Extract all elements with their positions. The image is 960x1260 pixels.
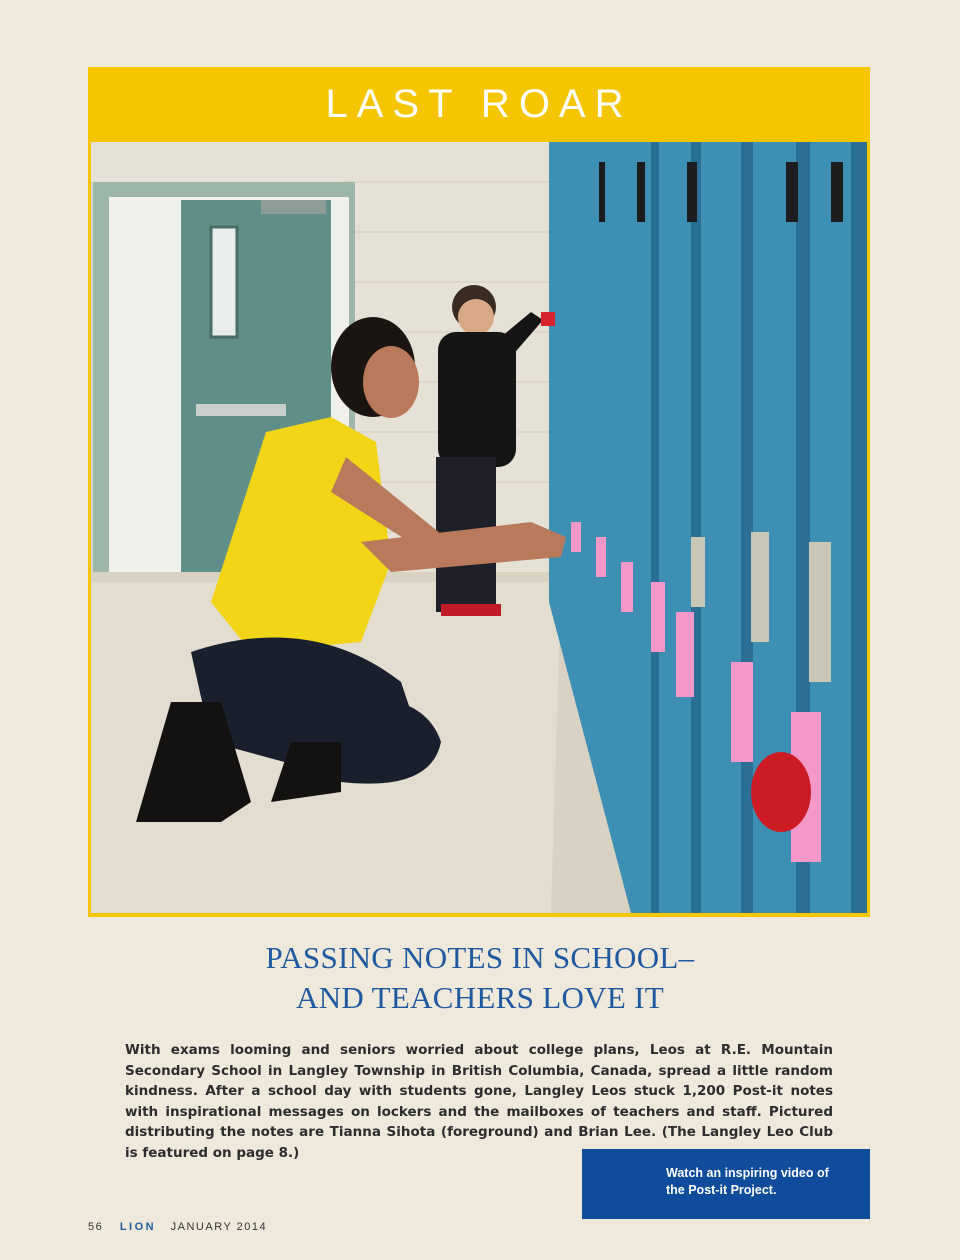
headline-line-2: AND TEACHERS LOVE IT [296, 980, 664, 1015]
video-link-text[interactable]: Watch an inspiring video of the Post-it Project. [666, 1166, 829, 1197]
headline-line-1: PASSING NOTES IN SCHOOL– [265, 940, 695, 975]
page-number: 56 [88, 1221, 104, 1233]
section-title: LAST ROAR [325, 82, 633, 126]
page-footer [88, 1221, 267, 1233]
magazine-name: LION [119, 1221, 157, 1233]
video-link-box[interactable] [582, 1149, 870, 1219]
photo-illustration [91, 142, 867, 913]
article-body: With exams looming and seniors worried about college plans, Leos at R.E. Mountain Secondary School in Langley Township in British Columbia, Canada, spread a little random kindness. After a school day with students gone, Langley Leos stuck 1,200 Post-it notes with inspirational messages on lockers and the mailboxes of teachers and staff. Pictured distributing the notes are Tianna Sihota (foreground) and Brian Lee. (The Langley Leo Club is featured on page 8.) [125, 1042, 833, 1161]
photo-frame [88, 67, 870, 917]
article-headline [120, 938, 840, 1018]
hallway-photo [91, 142, 867, 913]
issue-date: JANUARY 2014 [170, 1221, 268, 1233]
